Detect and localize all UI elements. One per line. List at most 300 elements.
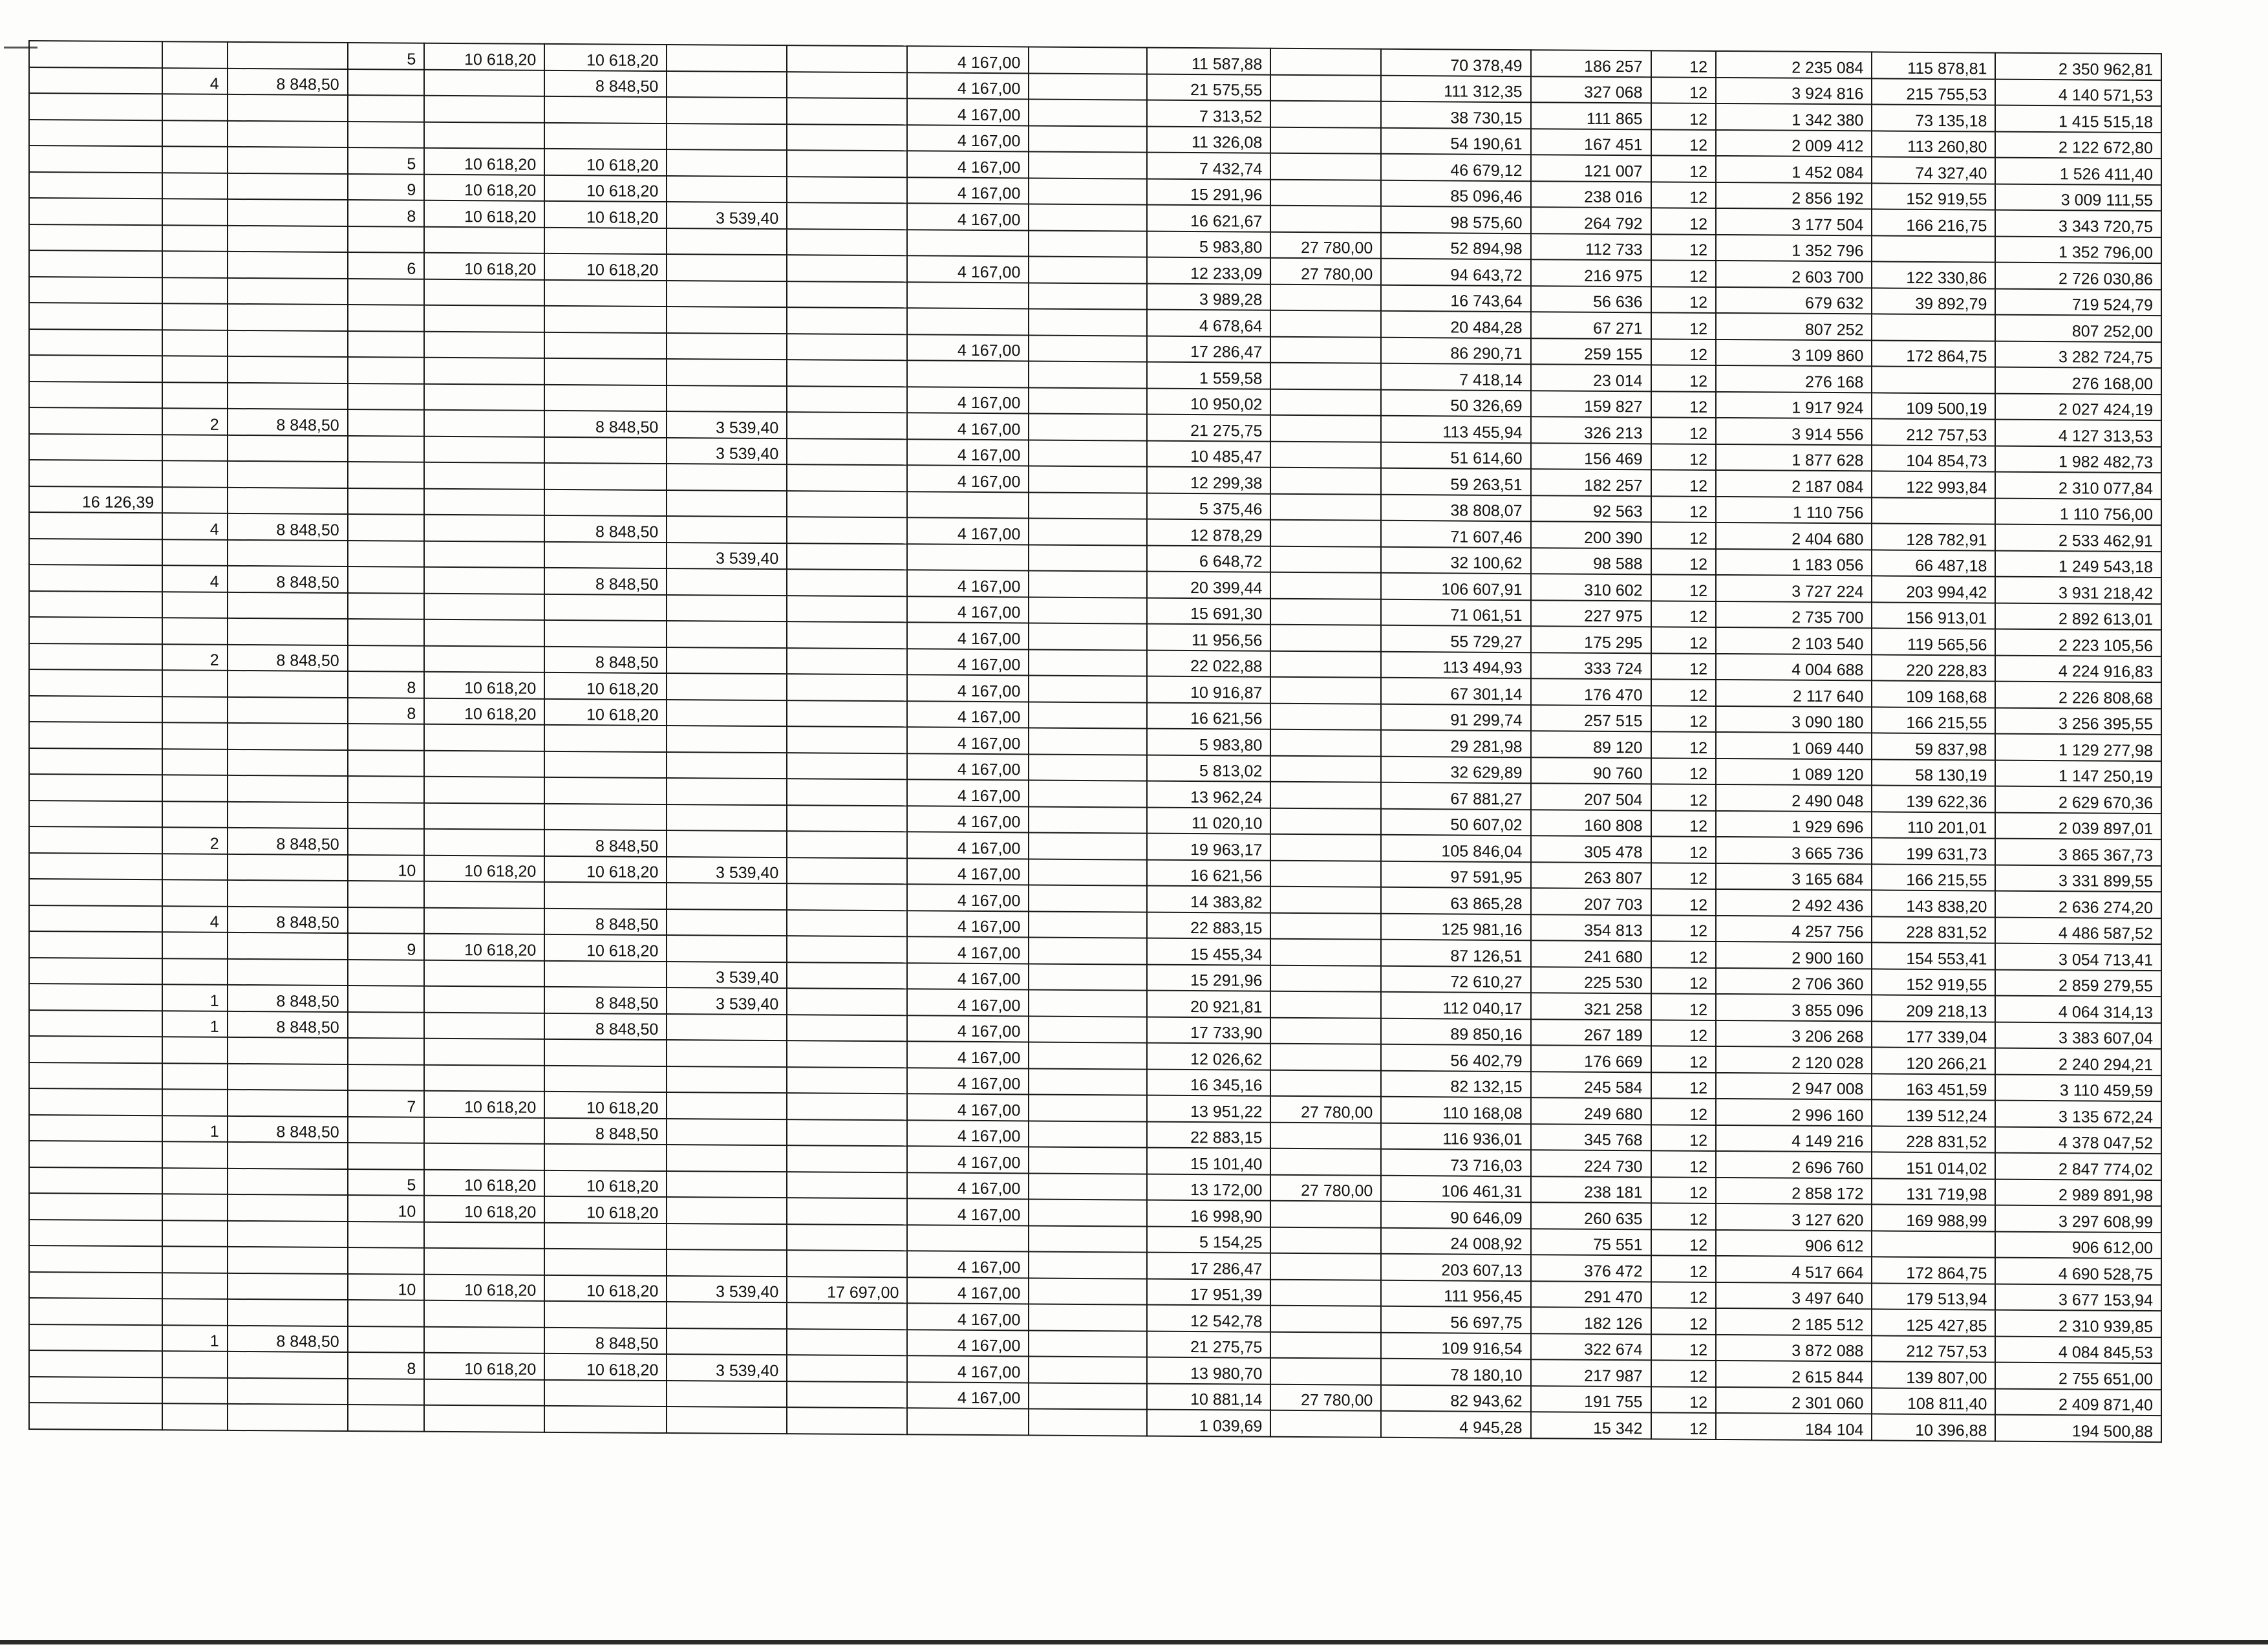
- table-cell: 12: [1651, 836, 1717, 863]
- table-cell: [544, 1144, 667, 1171]
- table-cell: [348, 750, 425, 777]
- table-cell: 2 892 613,01: [1995, 603, 2161, 630]
- table-cell: [544, 463, 667, 490]
- table-cell: 8 848,50: [544, 1013, 667, 1040]
- table-cell: [228, 932, 348, 960]
- table-cell: [348, 1064, 425, 1091]
- table-cell: [1270, 1358, 1381, 1385]
- table-cell: 3 539,40: [667, 857, 787, 884]
- table-cell: 11 587,88: [1147, 48, 1270, 75]
- table-cell: 3 343 720,75: [1995, 210, 2161, 237]
- table-cell: [1029, 1094, 1147, 1121]
- table-cell: 10 618,20: [544, 1092, 667, 1119]
- table-cell: 16 126,39: [29, 486, 162, 513]
- table-cell: 67 881,27: [1381, 782, 1530, 810]
- table-cell: 2: [162, 408, 228, 435]
- table-cell: [1270, 206, 1381, 233]
- table-cell: 1 110 756: [1716, 496, 1872, 523]
- table-cell: [667, 228, 787, 255]
- table-cell: 109 500,19: [1872, 393, 1995, 420]
- table-cell: [1029, 73, 1147, 100]
- table-cell: 4 167,00: [907, 177, 1029, 204]
- table-cell: 9: [348, 933, 425, 960]
- table-cell: [228, 775, 348, 803]
- table-cell: [1029, 1330, 1147, 1357]
- table-cell: [162, 1063, 228, 1090]
- table-cell: [787, 1329, 907, 1356]
- table-cell: [544, 1222, 667, 1249]
- table-cell: [1029, 623, 1147, 650]
- table-cell: [424, 1117, 544, 1144]
- table-cell: [29, 643, 162, 671]
- table-cell: 257 515: [1531, 705, 1651, 732]
- table-cell: 906 612,00: [1995, 1231, 2161, 1258]
- table-cell: [29, 931, 162, 958]
- table-cell: [162, 854, 228, 880]
- table-cell: [228, 225, 348, 252]
- table-cell: 227 975: [1531, 600, 1651, 627]
- table-cell: [348, 279, 425, 305]
- table-cell: 203 994,42: [1872, 576, 1995, 603]
- table-cell: 3 331 899,55: [1995, 865, 2161, 892]
- table-cell: [348, 383, 425, 410]
- table-cell: [29, 617, 162, 644]
- table-cell: 8 848,50: [228, 985, 348, 1012]
- table-cell: [29, 1088, 162, 1116]
- table-cell: [787, 726, 907, 753]
- table-cell: [1872, 366, 1995, 393]
- table-cell: 2 696 760: [1716, 1151, 1872, 1178]
- table-cell: [228, 304, 348, 331]
- table-cell: 8 848,50: [544, 1327, 667, 1354]
- table-cell: 128 782,91: [1872, 523, 1995, 550]
- table-cell: 16 621,67: [1147, 205, 1270, 232]
- table-cell: 10 618,20: [544, 44, 667, 71]
- table-cell: 186 257: [1531, 50, 1651, 77]
- table-cell: [29, 382, 162, 409]
- table-cell: [667, 149, 787, 177]
- table-cell: 3 109 860: [1716, 339, 1872, 366]
- table-cell: [544, 751, 667, 778]
- table-cell: 109 916,54: [1381, 1332, 1530, 1359]
- table-cell: 10 618,20: [544, 934, 667, 962]
- table-cell: 32 100,62: [1381, 546, 1530, 574]
- table-cell: [1029, 413, 1147, 440]
- table-cell: [162, 1141, 228, 1168]
- table-cell: 10 485,47: [1147, 440, 1270, 468]
- table-cell: [228, 277, 348, 305]
- table-cell: 152 919,55: [1872, 183, 1995, 210]
- table-cell: [667, 804, 787, 832]
- table-cell: [667, 1223, 787, 1251]
- table-cell: [348, 1012, 425, 1039]
- table-cell: 116 936,01: [1381, 1123, 1530, 1150]
- table-cell: 10 618,20: [424, 1091, 544, 1118]
- table-cell: 2 859 279,55: [1995, 969, 2161, 997]
- table-cell: 4 167,00: [907, 1382, 1029, 1409]
- table-cell: 10 618,20: [424, 672, 544, 699]
- table-cell: [1872, 1231, 1995, 1258]
- table-cell: [228, 696, 348, 724]
- table-cell: 39 892,79: [1872, 288, 1995, 315]
- table-cell: 10 618,20: [544, 698, 667, 726]
- table-cell: 3 282 724,75: [1995, 341, 2161, 368]
- table-cell: 21 275,75: [1147, 415, 1270, 442]
- table-cell: [348, 95, 425, 122]
- table-cell: [1029, 492, 1147, 519]
- table-cell: [787, 307, 907, 334]
- table-cell: 8 848,50: [228, 644, 348, 671]
- table-cell: 10 618,20: [424, 1274, 544, 1301]
- table-cell: 4 167,00: [907, 1198, 1029, 1225]
- table-cell: [787, 1250, 907, 1277]
- table-cell: [162, 330, 228, 356]
- table-cell: 10 618,20: [424, 855, 544, 882]
- table-cell: [787, 202, 907, 230]
- table-cell: 4 486 587,52: [1995, 917, 2161, 944]
- table-cell: [1270, 1070, 1381, 1097]
- table-cell: 12: [1651, 1229, 1717, 1256]
- table-cell: 11 956,56: [1147, 624, 1270, 651]
- table-cell: [667, 1014, 787, 1041]
- table-cell: [228, 330, 348, 357]
- table-cell: 73 716,03: [1381, 1149, 1530, 1176]
- table-cell: [667, 673, 787, 700]
- table-cell: 119 565,56: [1872, 628, 1995, 655]
- table-cell: 212 757,53: [1872, 1335, 1995, 1363]
- table-cell: [424, 907, 544, 934]
- table-cell: [787, 1119, 907, 1147]
- table-cell: 120 266,21: [1872, 1047, 1995, 1074]
- table-cell: [667, 1119, 787, 1146]
- table-cell: [348, 1300, 425, 1326]
- table-cell: 2 185 512: [1716, 1308, 1872, 1335]
- table-cell: [348, 881, 425, 907]
- table-cell: 13 962,24: [1147, 781, 1270, 808]
- table-cell: [348, 776, 425, 803]
- table-cell: 1 526 411,40: [1995, 158, 2161, 185]
- table-cell: 12: [1651, 1386, 1717, 1413]
- table-cell: 12: [1651, 706, 1717, 732]
- table-cell: [228, 1404, 348, 1431]
- table-cell: [544, 122, 667, 149]
- table-cell: [348, 645, 425, 672]
- table-cell: [907, 544, 1029, 571]
- table-cell: 167 451: [1531, 129, 1651, 156]
- table-cell: [1270, 1017, 1381, 1044]
- table-cell: [667, 1197, 787, 1224]
- table-cell: [348, 724, 425, 750]
- table-cell: 72 610,27: [1381, 965, 1530, 993]
- table-cell: 156 913,01: [1872, 602, 1995, 629]
- table-cell: 8: [348, 1352, 425, 1379]
- table-cell: [162, 251, 228, 277]
- table-cell: [228, 1352, 348, 1379]
- table-cell: [228, 1299, 348, 1326]
- table-cell: [424, 881, 544, 909]
- table-cell: [424, 358, 544, 385]
- table-cell: [1029, 780, 1147, 807]
- table-cell: [424, 331, 544, 358]
- table-cell: [424, 803, 544, 830]
- table-cell: 4 084 845,53: [1995, 1336, 2161, 1363]
- table-cell: 179 513,94: [1872, 1283, 1995, 1310]
- table-cell: [907, 491, 1029, 519]
- table-cell: 112 733: [1531, 233, 1651, 261]
- table-cell: [424, 777, 544, 804]
- table-cell: [787, 857, 907, 885]
- table-cell: 2 235 084: [1716, 51, 1872, 78]
- table-cell: 82 132,15: [1381, 1070, 1530, 1097]
- table-cell: 3 539,40: [667, 411, 787, 438]
- table-cell: [228, 1377, 348, 1405]
- table-cell: [228, 199, 348, 226]
- table-cell: 2 223 105,56: [1995, 629, 2161, 656]
- table-cell: 8 848,50: [228, 513, 348, 541]
- table-cell: [1029, 256, 1147, 283]
- table-cell: [29, 1350, 162, 1377]
- table-cell: [667, 333, 787, 360]
- table-cell: [228, 120, 348, 147]
- table-cell: 228 831,52: [1872, 1126, 1995, 1153]
- table-cell: [787, 648, 907, 675]
- table-cell: [29, 591, 162, 618]
- table-cell: [787, 45, 907, 72]
- table-cell: 12: [1651, 758, 1717, 784]
- table-cell: [787, 464, 907, 491]
- table-cell: 203 607,13: [1381, 1254, 1530, 1281]
- table-cell: 10 618,20: [544, 201, 667, 228]
- table-cell: [1029, 675, 1147, 702]
- table-cell: 163 451,59: [1872, 1073, 1995, 1101]
- table-cell: [1029, 1304, 1147, 1331]
- table-cell: [1029, 885, 1147, 912]
- table-cell: 21 575,55: [1147, 74, 1270, 101]
- table-cell: 8 848,50: [544, 411, 667, 438]
- table-cell: 104 854,73: [1872, 445, 1995, 472]
- table-cell: 98 575,60: [1381, 206, 1530, 233]
- table-cell: [348, 514, 425, 541]
- table-cell: 3 989,28: [1147, 283, 1270, 310]
- table-cell: [162, 932, 228, 958]
- table-cell: [1029, 1225, 1147, 1253]
- table-cell: 12: [1651, 1150, 1717, 1177]
- table-cell: [29, 1220, 162, 1247]
- table-cell: 27 780,00: [1270, 232, 1381, 259]
- table-cell: [29, 460, 162, 487]
- table-cell: [29, 826, 162, 854]
- table-cell: 1 452 084: [1716, 156, 1872, 183]
- table-cell: [1029, 544, 1147, 572]
- table-cell: 4 167,00: [907, 570, 1029, 597]
- table-cell: 4 004 688: [1716, 653, 1872, 680]
- table-cell: [667, 935, 787, 962]
- table-cell: 3 665 736: [1716, 837, 1872, 864]
- table-cell: 4 167,00: [907, 596, 1029, 623]
- table-cell: 19 963,17: [1147, 834, 1270, 861]
- table-cell: 2 120 028: [1716, 1046, 1872, 1073]
- table-cell: [787, 779, 907, 806]
- table-cell: 10 618,20: [544, 1353, 667, 1381]
- table-cell: [1270, 1227, 1381, 1254]
- table-cell: 12: [1651, 731, 1717, 758]
- table-cell: 4 149 216: [1716, 1125, 1872, 1152]
- table-cell: [787, 831, 907, 858]
- table-cell: [787, 543, 907, 570]
- table-cell: 154 553,41: [1872, 942, 1995, 969]
- table-cell: [544, 1406, 667, 1433]
- table-cell: 1 183 056: [1716, 548, 1872, 576]
- table-cell: [1029, 911, 1147, 938]
- table-cell: 27 780,00: [1270, 1174, 1381, 1202]
- table-cell: [667, 883, 787, 910]
- table-cell: [1270, 887, 1381, 914]
- table-cell: [228, 1247, 348, 1274]
- table-cell: 17 951,39: [1147, 1278, 1270, 1306]
- table-cell: [787, 962, 907, 989]
- table-cell: 10 950,02: [1147, 388, 1270, 415]
- table-cell: 3 206 268: [1716, 1020, 1872, 1047]
- table-cell: 3 865 367,73: [1995, 839, 2161, 866]
- table-cell: [162, 1377, 228, 1404]
- table-cell: 1: [162, 984, 228, 1011]
- table-cell: 12: [1651, 444, 1717, 470]
- table-cell: [424, 750, 544, 777]
- table-cell: 12: [1651, 50, 1717, 77]
- table-cell: 4 167,00: [907, 674, 1029, 702]
- table-cell: 4 167,00: [907, 387, 1029, 414]
- table-cell: [162, 173, 228, 199]
- table-cell: 110 168,08: [1381, 1097, 1530, 1124]
- table-cell: 160 808: [1531, 810, 1651, 837]
- table-cell: [544, 777, 667, 804]
- table-cell: 16 621,56: [1147, 702, 1270, 729]
- table-cell: [1029, 99, 1147, 126]
- table-cell: 1 069 440: [1716, 732, 1872, 759]
- table-cell: 166 216,75: [1872, 209, 1995, 236]
- table-cell: 90 646,09: [1381, 1202, 1530, 1229]
- table-cell: 3 539,40: [667, 987, 787, 1015]
- table-cell: [424, 226, 544, 253]
- table-cell: 807 252,00: [1995, 315, 2161, 342]
- table-cell: 12: [1651, 627, 1717, 653]
- table-cell: [1029, 1147, 1147, 1174]
- table-cell: [228, 487, 348, 514]
- table-cell: 12: [1651, 1255, 1717, 1282]
- table-cell: 2 122 672,80: [1995, 131, 2161, 158]
- table-cell: 4 167,00: [907, 622, 1029, 649]
- table-cell: [162, 670, 228, 696]
- table-cell: 228 831,52: [1872, 916, 1995, 943]
- bottom-rule: [0, 1640, 2268, 1644]
- table-cell: 16 743,64: [1381, 285, 1530, 312]
- table-cell: 3 177 504: [1716, 208, 1872, 235]
- table-cell: [1270, 1306, 1381, 1333]
- table-cell: 5: [348, 1169, 425, 1196]
- table-cell: [348, 828, 425, 855]
- table-cell: [29, 565, 162, 592]
- table-cell: 2 847 774,02: [1995, 1153, 2161, 1180]
- table-cell: 106 461,31: [1381, 1175, 1530, 1202]
- table-cell: [29, 355, 162, 382]
- table-cell: [667, 176, 787, 203]
- table-cell: [162, 41, 228, 68]
- table-cell: [162, 487, 228, 513]
- table-cell: 17 697,00: [787, 1277, 907, 1304]
- table-cell: [29, 774, 162, 801]
- table-cell: [29, 1298, 162, 1325]
- table-cell: [1029, 1199, 1147, 1226]
- table-cell: 2 636 274,20: [1995, 891, 2161, 918]
- table-cell: 143 838,20: [1872, 890, 1995, 917]
- table-cell: 1 917 924: [1716, 391, 1872, 418]
- table-cell: 2 301 060: [1716, 1386, 1872, 1414]
- table-cell: [1270, 1148, 1381, 1176]
- table-cell: [667, 1092, 787, 1119]
- table-cell: [424, 593, 544, 620]
- table-cell: 4: [162, 68, 228, 94]
- table-cell: 10 618,20: [544, 149, 667, 176]
- table-cell: [228, 618, 348, 645]
- table-cell: 46 679,12: [1381, 154, 1530, 181]
- table-cell: [348, 305, 425, 331]
- table-cell: 1 982 482,73: [1995, 446, 2161, 473]
- table-cell: 2 117 640: [1716, 680, 1872, 707]
- table-cell: 2 996 160: [1716, 1099, 1872, 1126]
- table-cell: 54 190,61: [1381, 127, 1530, 155]
- table-cell: [1270, 729, 1381, 757]
- table-cell: 94 643,72: [1381, 259, 1530, 286]
- table-cell: [667, 621, 787, 648]
- table-cell: 8: [348, 698, 425, 724]
- table-cell: 86 290,71: [1381, 337, 1530, 364]
- table-cell: 4: [162, 906, 228, 932]
- table-cell: [424, 279, 544, 306]
- table-cell: 71 607,46: [1381, 521, 1530, 548]
- table-cell: 20 399,44: [1147, 572, 1270, 599]
- table-cell: 125 427,85: [1872, 1309, 1995, 1336]
- table-cell: [1872, 235, 1995, 263]
- table-cell: [348, 1117, 425, 1143]
- table-cell: [787, 910, 907, 937]
- table-cell: [228, 1220, 348, 1247]
- table-cell: 12: [1651, 312, 1717, 339]
- table-cell: [1270, 1044, 1381, 1071]
- table-cell: [1029, 937, 1147, 964]
- table-cell: [1270, 1201, 1381, 1228]
- table-cell: [787, 1040, 907, 1068]
- table-cell: 12: [1651, 77, 1717, 103]
- table-cell: [787, 621, 907, 649]
- table-cell: [544, 594, 667, 621]
- table-cell: 2 856 192: [1716, 182, 1872, 209]
- table-body: [29, 41, 2161, 1442]
- table-cell: 4 167,00: [907, 727, 1029, 754]
- table-cell: [424, 1248, 544, 1275]
- table-cell: [424, 122, 544, 149]
- table-cell: 166 215,55: [1872, 864, 1995, 891]
- table-cell: 15 691,30: [1147, 598, 1270, 625]
- table-cell: 259 155: [1531, 338, 1651, 365]
- table-cell: [1270, 625, 1381, 652]
- table-cell: [787, 72, 907, 99]
- table-cell: [1270, 1410, 1381, 1438]
- table-cell: 12: [1651, 810, 1717, 837]
- table-cell: [424, 305, 544, 332]
- table-cell: 4 167,00: [907, 1277, 1029, 1304]
- table-cell: [424, 567, 544, 594]
- table-cell: 12: [1651, 1125, 1717, 1151]
